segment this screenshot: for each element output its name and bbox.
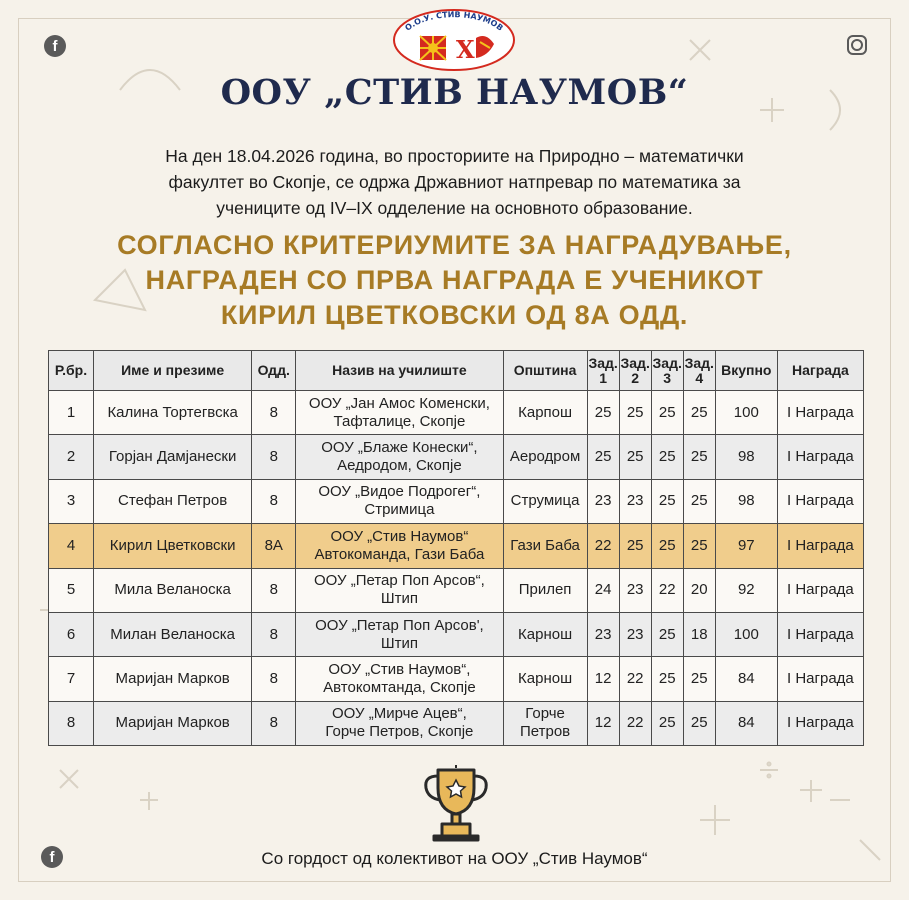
header-grade: Одд.	[252, 351, 296, 391]
cell-line: ООУ „Петар Поп Арсов',	[315, 616, 484, 634]
cell-t4: 25	[683, 701, 715, 745]
cell-name: Горјан Дамјанески	[94, 435, 252, 479]
header-task-1	[587, 351, 619, 391]
header-task-number: 1	[599, 369, 608, 386]
cell-school	[296, 657, 503, 701]
cell-total: 84	[715, 657, 777, 701]
cell-t4: 18	[683, 612, 715, 656]
table-row	[49, 479, 864, 523]
table-row	[49, 612, 864, 656]
cell-line: Горче Петров, Скопје	[325, 723, 474, 741]
header-school: Назив на училиште	[296, 351, 503, 391]
header-task-3	[651, 351, 683, 391]
cell-t2: 23	[619, 568, 651, 612]
svg-text:X: X	[456, 35, 475, 64]
cell-name: Мила Веланоска	[94, 568, 252, 612]
cell-t4: 25	[683, 435, 715, 479]
school-logo	[384, 2, 524, 72]
headline-line: КИРИЛ ЦВЕТКОВСКИ ОД 8А ОДД.	[220, 300, 689, 330]
cell-no: 3	[49, 479, 94, 523]
header-task-label: Зад.	[620, 354, 650, 371]
header-task-label: Зад.	[684, 354, 714, 371]
cell-school	[296, 524, 503, 568]
cell-municipality	[503, 391, 587, 435]
cell-t1: 24	[587, 568, 619, 612]
cell-line: Аедродом, Скопје	[337, 457, 462, 475]
cell-grade: 8	[252, 479, 296, 523]
cell-grade: 8	[252, 391, 296, 435]
cell-t1: 22	[587, 524, 619, 568]
cell-t3: 25	[651, 657, 683, 701]
cell-t1: 25	[587, 391, 619, 435]
table-row	[49, 391, 864, 435]
cell-award: I Награда	[777, 391, 863, 435]
cell-school	[296, 701, 503, 745]
cell-total: 97	[715, 524, 777, 568]
header-name: Име и презиме	[94, 351, 252, 391]
cell-t2: 22	[619, 701, 651, 745]
table-row	[49, 657, 864, 701]
cell-line: Штип	[380, 634, 418, 652]
cell-t4: 25	[683, 657, 715, 701]
cell-grade: 8	[252, 657, 296, 701]
table-row	[49, 524, 864, 568]
cell-line: Тафталице, Скопје	[333, 412, 466, 430]
cell-grade: 8А	[252, 524, 296, 568]
cell-line: Стримица	[364, 501, 435, 519]
cell-grade: 8	[252, 435, 296, 479]
cell-grade: 8	[252, 612, 296, 656]
headline-line: НАГРАДЕН СО ПРВА НАГРАДА Е УЧЕНИКОТ	[145, 265, 764, 295]
cell-t3: 25	[651, 391, 683, 435]
instagram-icon[interactable]	[847, 35, 867, 55]
cell-t2: 25	[619, 391, 651, 435]
header-task-label: Зад.	[652, 354, 682, 371]
cell-no: 2	[49, 435, 94, 479]
cell-grade: 8	[252, 701, 296, 745]
cell-award: I Награда	[777, 568, 863, 612]
cell-line: Штип	[380, 590, 418, 608]
table-row	[49, 568, 864, 612]
facebook-icon[interactable]: f	[44, 35, 66, 57]
cell-line: Прилеп	[518, 581, 572, 599]
cell-no: 1	[49, 391, 94, 435]
award-headline	[20, 228, 889, 333]
footer-text: Со гордост од колективот на ООУ „Стив Наумов“	[261, 849, 648, 868]
cell-line: Струмица	[510, 492, 580, 510]
cell-line: ООУ „Јан Амос Коменски,	[308, 394, 490, 412]
cell-award: I Награда	[777, 524, 863, 568]
cell-line: Автокоманда, Гази Баба	[314, 545, 485, 563]
cell-line: Гази Баба	[510, 536, 580, 554]
cell-t4: 25	[683, 391, 715, 435]
cell-name: Милан Веланоска	[94, 612, 252, 656]
cell-t3: 25	[651, 701, 683, 745]
cell-line: ООУ „Видое Подрогег“,	[318, 483, 481, 501]
cell-t3: 25	[651, 612, 683, 656]
header-total: Вкупно	[715, 351, 777, 391]
cell-school	[296, 568, 503, 612]
table-header-row	[49, 351, 864, 391]
cell-t1: 12	[587, 701, 619, 745]
cell-t4: 25	[683, 479, 715, 523]
cell-t3: 22	[651, 568, 683, 612]
header-task-label: Зад.	[588, 354, 618, 371]
cell-award: I Награда	[777, 479, 863, 523]
header-task-2	[619, 351, 651, 391]
trophy-icon	[420, 764, 492, 842]
header-task-number: 3	[663, 369, 672, 386]
cell-total: 100	[715, 391, 777, 435]
table-row	[49, 435, 864, 479]
cell-t1: 23	[587, 612, 619, 656]
intro-line: факултет во Скопје, се одржа Државниот натпревар по математика за	[168, 172, 741, 192]
cell-line: ООУ „Стив Наумов“	[330, 527, 469, 545]
headline-line: СОГЛАСНО КРИТЕРИУМИТЕ ЗА НАГРАДУВАЊЕ,	[117, 230, 792, 260]
results-table	[48, 350, 864, 746]
cell-t2: 25	[619, 435, 651, 479]
cell-name: Стефан Петров	[94, 479, 252, 523]
header-no: Р.бр.	[49, 351, 94, 391]
cell-municipality	[503, 657, 587, 701]
header-municipality: Општина	[503, 351, 587, 391]
cell-award: I Награда	[777, 612, 863, 656]
intro-line: учениците од IV–IX одделение на основното образование.	[216, 198, 693, 218]
cell-municipality	[503, 479, 587, 523]
cell-line: ООУ „Петар Поп Арсов“,	[314, 572, 485, 590]
cell-school	[296, 612, 503, 656]
cell-name: Кирил Цветковски	[94, 524, 252, 568]
cell-school	[296, 435, 503, 479]
cell-line: Горче	[525, 705, 565, 723]
cell-line: Карпош	[518, 403, 573, 421]
cell-t3: 25	[651, 479, 683, 523]
cell-municipality	[503, 701, 587, 745]
cell-t2: 23	[619, 612, 651, 656]
cell-line: Карнош	[518, 670, 573, 688]
school-title: ООУ „СТИВ НАУМОВ“	[220, 72, 689, 113]
cell-total: 98	[715, 479, 777, 523]
cell-name: Маријан Марков	[94, 657, 252, 701]
cell-t1: 25	[587, 435, 619, 479]
cell-line: ООУ „Стив Наумов“,	[328, 661, 471, 679]
cell-award: I Награда	[777, 435, 863, 479]
cell-name: Калина Тортегвска	[94, 391, 252, 435]
cell-t1: 12	[587, 657, 619, 701]
cell-t4: 25	[683, 524, 715, 568]
facebook-icon[interactable]: f	[41, 846, 63, 868]
cell-municipality	[503, 435, 587, 479]
cell-t3: 25	[651, 524, 683, 568]
cell-no: 4	[49, 524, 94, 568]
cell-no: 7	[49, 657, 94, 701]
header-task-number: 4	[695, 369, 704, 386]
cell-t2: 22	[619, 657, 651, 701]
cell-name: Маријан Марков	[94, 701, 252, 745]
cell-line: Аеродром	[509, 448, 581, 466]
cell-no: 6	[49, 612, 94, 656]
cell-municipality	[503, 568, 587, 612]
cell-municipality	[503, 524, 587, 568]
cell-t2: 23	[619, 479, 651, 523]
cell-line: Карнош	[518, 625, 573, 643]
header-task-number: 2	[631, 369, 640, 386]
intro-line: На ден 18.04.2026 година, во просториите на Природно – математички	[165, 146, 744, 166]
cell-total: 92	[715, 568, 777, 612]
table-body	[49, 391, 864, 746]
cell-line: Петров	[520, 723, 571, 741]
table-row	[49, 701, 864, 745]
cell-line: Автокомтанда, Скопје	[323, 679, 476, 697]
header-award: Награда	[777, 351, 863, 391]
cell-school	[296, 479, 503, 523]
cell-municipality	[503, 612, 587, 656]
cell-line: ООУ „Блаже Конески“,	[321, 439, 478, 457]
cell-school	[296, 391, 503, 435]
cell-total: 84	[715, 701, 777, 745]
cell-total: 100	[715, 612, 777, 656]
cell-t2: 25	[619, 524, 651, 568]
cell-grade: 8	[252, 568, 296, 612]
cell-t3: 25	[651, 435, 683, 479]
cell-t4: 20	[683, 568, 715, 612]
header-task-4	[683, 351, 715, 391]
intro-paragraph	[60, 143, 849, 221]
logo-ring-text: О.О.У. СТИВ НАУМОВ	[403, 10, 505, 33]
cell-no: 5	[49, 568, 94, 612]
cell-award: I Награда	[777, 701, 863, 745]
cell-line: ООУ „Мирче Ацев“,	[332, 705, 467, 723]
cell-no: 8	[49, 701, 94, 745]
cell-award: I Награда	[777, 657, 863, 701]
cell-t1: 23	[587, 479, 619, 523]
cell-total: 98	[715, 435, 777, 479]
